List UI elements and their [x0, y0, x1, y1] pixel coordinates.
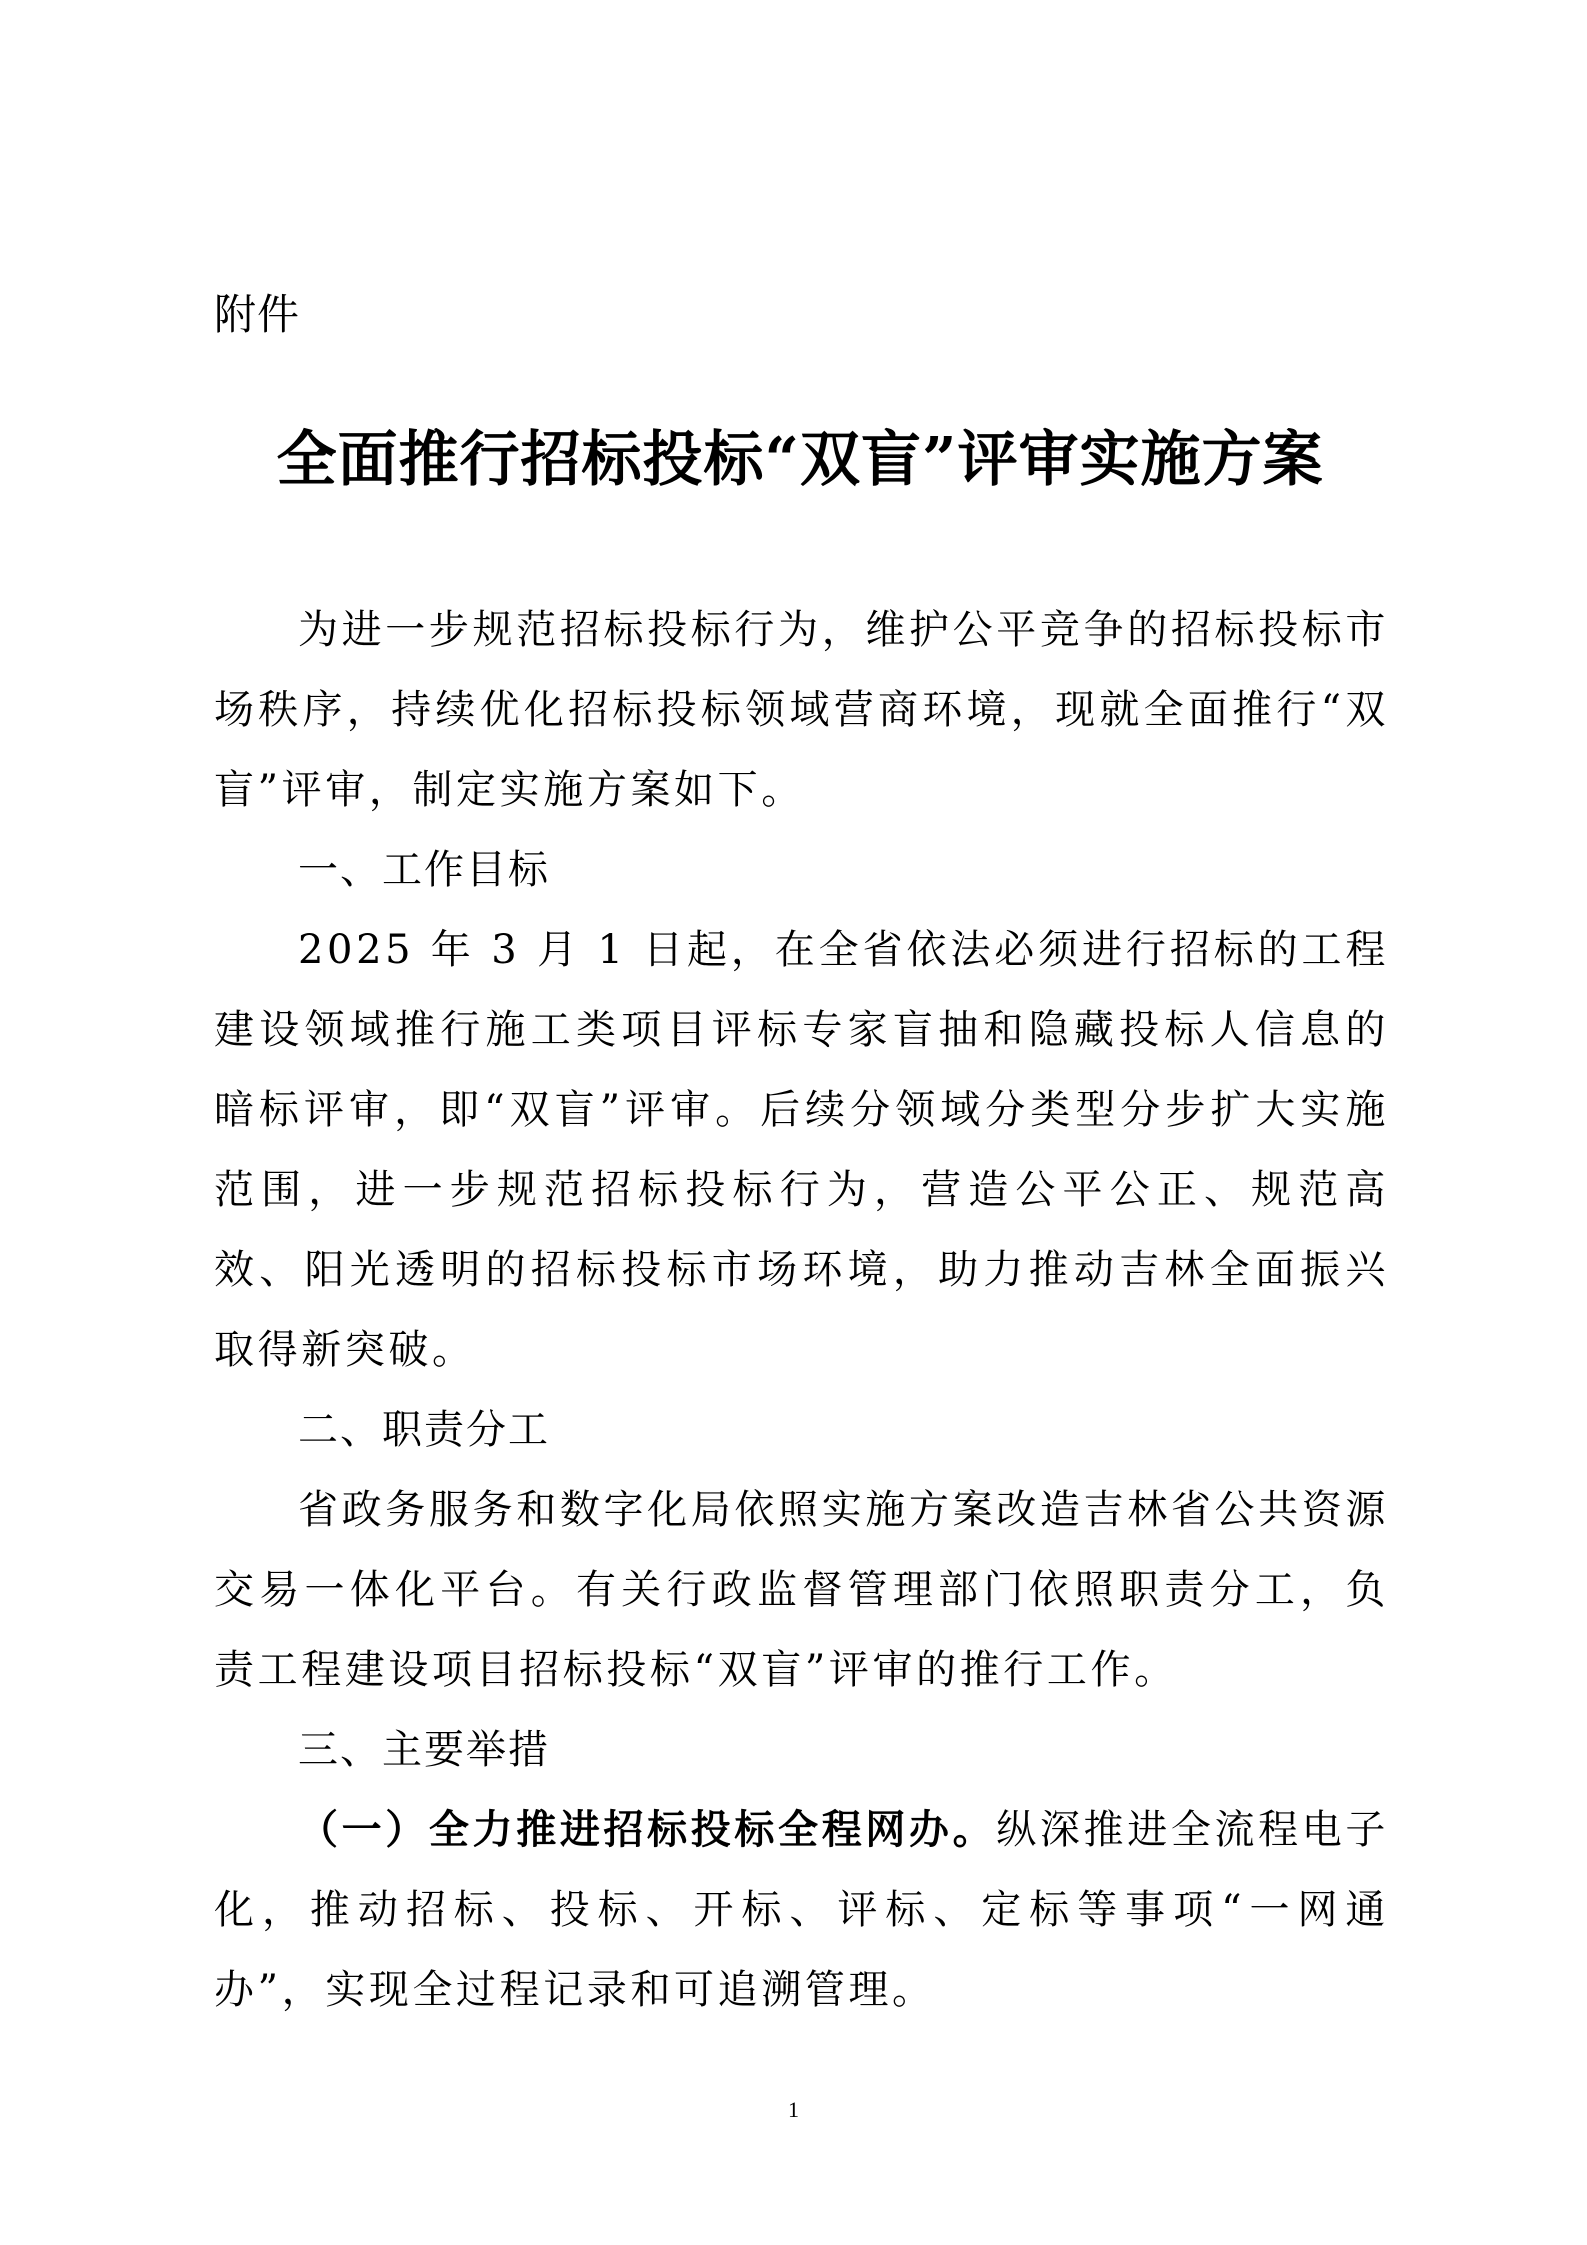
section-heading-goals: 一、工作目标	[298, 847, 550, 893]
measure-lead-body: 纵深推进全流程电子化，推动招标、投标、开标、评标、定标等事项“一网通办”，实现全过程记录和可追溯管理。	[214, 1807, 1389, 2013]
section-body-goals: 2025 年 3 月 1 日起，在全省依法必须进行招标的工程建设领域推行施工类项目评标专家盲抽和隐藏投标人信息的暗标评审，即“双盲”评审。后续分领域分类型分步扩大实施范围，进一步规范招标投标行为，营造公平公正、规范高效、阳光透明的招标投标市场环境，助力推动吉林全面振兴取得新突破。	[214, 927, 1389, 1373]
intro-paragraph: 为进一步规范招标投标行为，维护公平竞争的招标投标市场秩序，持续优化招标投标领域营商环境，现就全面推行“双盲”评审，制定实施方案如下。	[214, 607, 1389, 813]
attachment-label: 附件	[214, 290, 301, 339]
measure-lead-title: （一）全力推进招标投标全程网办。	[298, 1806, 997, 1853]
page-number: 1	[788, 2097, 799, 2122]
document-body	[214, 590, 1389, 2030]
section-heading-responsibilities: 二、职责分工	[298, 1407, 550, 1453]
section-body-responsibilities: 省政务服务和数字化局依照实施方案改造吉林省公共资源交易一体化平台。有关行政监督管理部门依照职责分工，负责工程建设项目招标投标“双盲”评审的推行工作。	[214, 1487, 1389, 1693]
section-body-measures	[214, 1790, 1389, 2030]
section-heading-measures: 三、主要举措	[298, 1727, 550, 1773]
document-title: 全面推行招标投标“双盲”评审实施方案	[276, 425, 1324, 495]
